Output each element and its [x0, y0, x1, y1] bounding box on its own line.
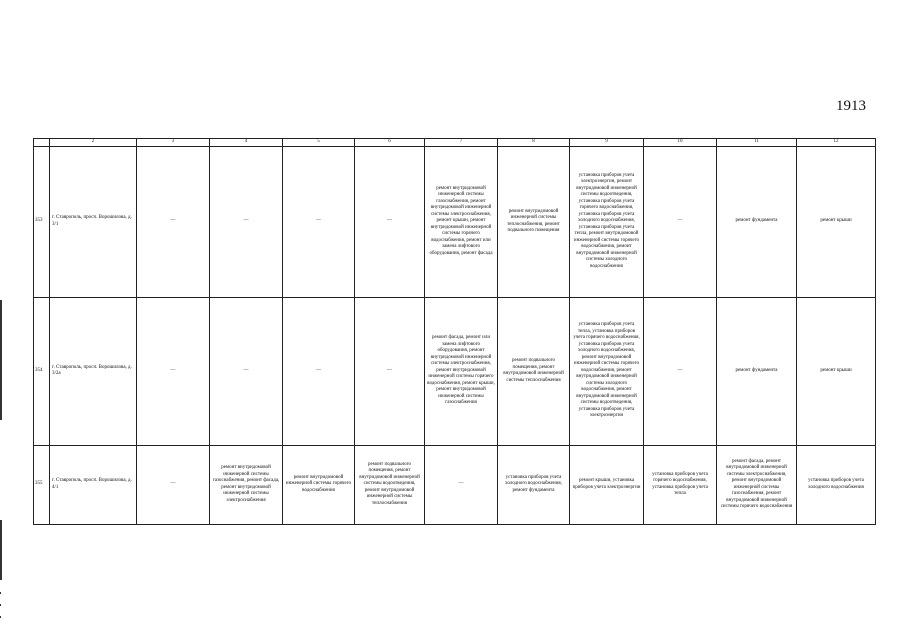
work-cell: ремонт крыши, установка приборов учета электроэнергии [570, 445, 644, 524]
dash-cell: — [355, 146, 425, 297]
col-header: 8 [498, 139, 570, 147]
work-cell: ремонт фундамента [717, 297, 797, 445]
table-row [34, 445, 876, 524]
work-cell: ремонт внутридомовой инженерной системы теплоснабжения, ремонт подвального помещения [498, 146, 570, 297]
dash-cell: — [425, 445, 498, 524]
col-header: 3 [137, 139, 210, 147]
dash-cell: — [210, 146, 283, 297]
col-header: 11 [717, 139, 797, 147]
scan-dot [0, 592, 1, 594]
dash-cell: — [137, 297, 210, 445]
page-number: 1913 [836, 98, 866, 114]
address-cell: г. Ставрополь, просп. Ворошилова, д. 3/2а [50, 297, 137, 445]
col-header: 4 [210, 139, 283, 147]
scan-dot [0, 604, 1, 606]
col-header: 6 [355, 139, 425, 147]
scan-dot [0, 616, 1, 618]
col-header: 7 [425, 139, 498, 147]
work-cell: ремонт внутридомовой инженерной системы газоснабжения, ремонт фасада, ремонт внутридомовой инженерной системы электроснабжения [210, 445, 283, 524]
col-header [34, 139, 50, 147]
dash-cell: — [137, 146, 210, 297]
work-cell: установка приборов учета электроэнергии, ремонт внутридомовой инженерной системы водоотведения, установка приборов учета горячего водоснабжения, установка приборов учета холодного водоснабжения, установка приборов учета тепла, ремонт внутридомовой инженерной системы горячего водоснабжения, ремонт внутридомовой инженерной системы холодного водоснабжения [570, 146, 644, 297]
row-number: 354 [34, 297, 50, 445]
column-number-row [34, 139, 876, 147]
work-cell: ремонт крыши [797, 297, 876, 445]
dash-cell: — [355, 297, 425, 445]
row-number: 353 [34, 146, 50, 297]
col-header: 2 [50, 139, 137, 147]
work-cell: ремонт внутридомовой инженерной системы горячего водоснабжения [283, 445, 355, 524]
dash-cell: — [644, 146, 717, 297]
row-number: 355 [34, 445, 50, 524]
scan-margin-mark [0, 300, 2, 420]
work-cell: установка приборов учета тепла, установка приборов учета горячего водоснабжения, установка приборов учета холодного водоснабжения, ремонт внутридомовой инженерной системы горячего водоснабжения, ремонт внутридомовой инженерной системы холодного водоснабжения, ремонт внутридомовой инженерной системы водоотведения, установка приборов учета электроэнергии [570, 297, 644, 445]
work-cell: ремонт внутридомовой инженерной системы газоснабжения, ремонт внутридомовой инженерной системы электроснабжения, ремонт крыши, ремонт внутридомовой инженерной системы горячего водоснабжения, ремонт или замена лифтового оборудования, ремонт фасада [425, 146, 498, 297]
repair-schedule-table [33, 138, 876, 525]
work-cell: ремонт фасада, ремонт внутридомовой инженерной системы электроснабжения, ремонт внутридомовой инженерной системы газоснабжения, ремонт внутридомовой инженерной системы горячего водоснабжения [717, 445, 797, 524]
scan-margin-mark [0, 520, 2, 580]
work-cell: ремонт фасада, ремонт или замена лифтового оборудования, ремонт внутридомовой инженерной системы электроснабжения, ремонт внутридомовой инженерной системы горячего водоснабжения, ремонт крыши, ремонт внутридомовой инженерной системы газоснабжения [425, 297, 498, 445]
work-cell: установка приборов учета горячего водоснабжения, установка приборов учета тепла [644, 445, 717, 524]
work-cell: ремонт крыши [797, 146, 876, 297]
work-cell: ремонт фундамента [717, 146, 797, 297]
dash-cell: — [210, 297, 283, 445]
col-header: 12 [797, 139, 876, 147]
col-header: 9 [570, 139, 644, 147]
dash-cell: — [283, 297, 355, 445]
col-header: 10 [644, 139, 717, 147]
table-row [34, 146, 876, 297]
address-cell: г. Ставрополь, просп. Ворошилова, д. 3/1 [50, 146, 137, 297]
work-cell: установка приборов учета холодного водоснабжения [797, 445, 876, 524]
dash-cell: — [137, 445, 210, 524]
dash-cell: — [644, 297, 717, 445]
work-cell: ремонт подвального помещения, ремонт внутридомовой инженерной системы водоотведения, ремонт внутридомовой инженерной системы теплоснабжения [355, 445, 425, 524]
table-row [34, 297, 876, 445]
work-cell: ремонт подвального помещения, ремонт внутридомовой инженерной системы теплоснабжения [498, 297, 570, 445]
dash-cell: — [283, 146, 355, 297]
address-cell: г. Ставрополь, просп. Ворошилова, д. 4/1 [50, 445, 137, 524]
work-cell: установка приборов учета холодного водоснабжения, ремонт фундамента [498, 445, 570, 524]
col-header: 5 [283, 139, 355, 147]
